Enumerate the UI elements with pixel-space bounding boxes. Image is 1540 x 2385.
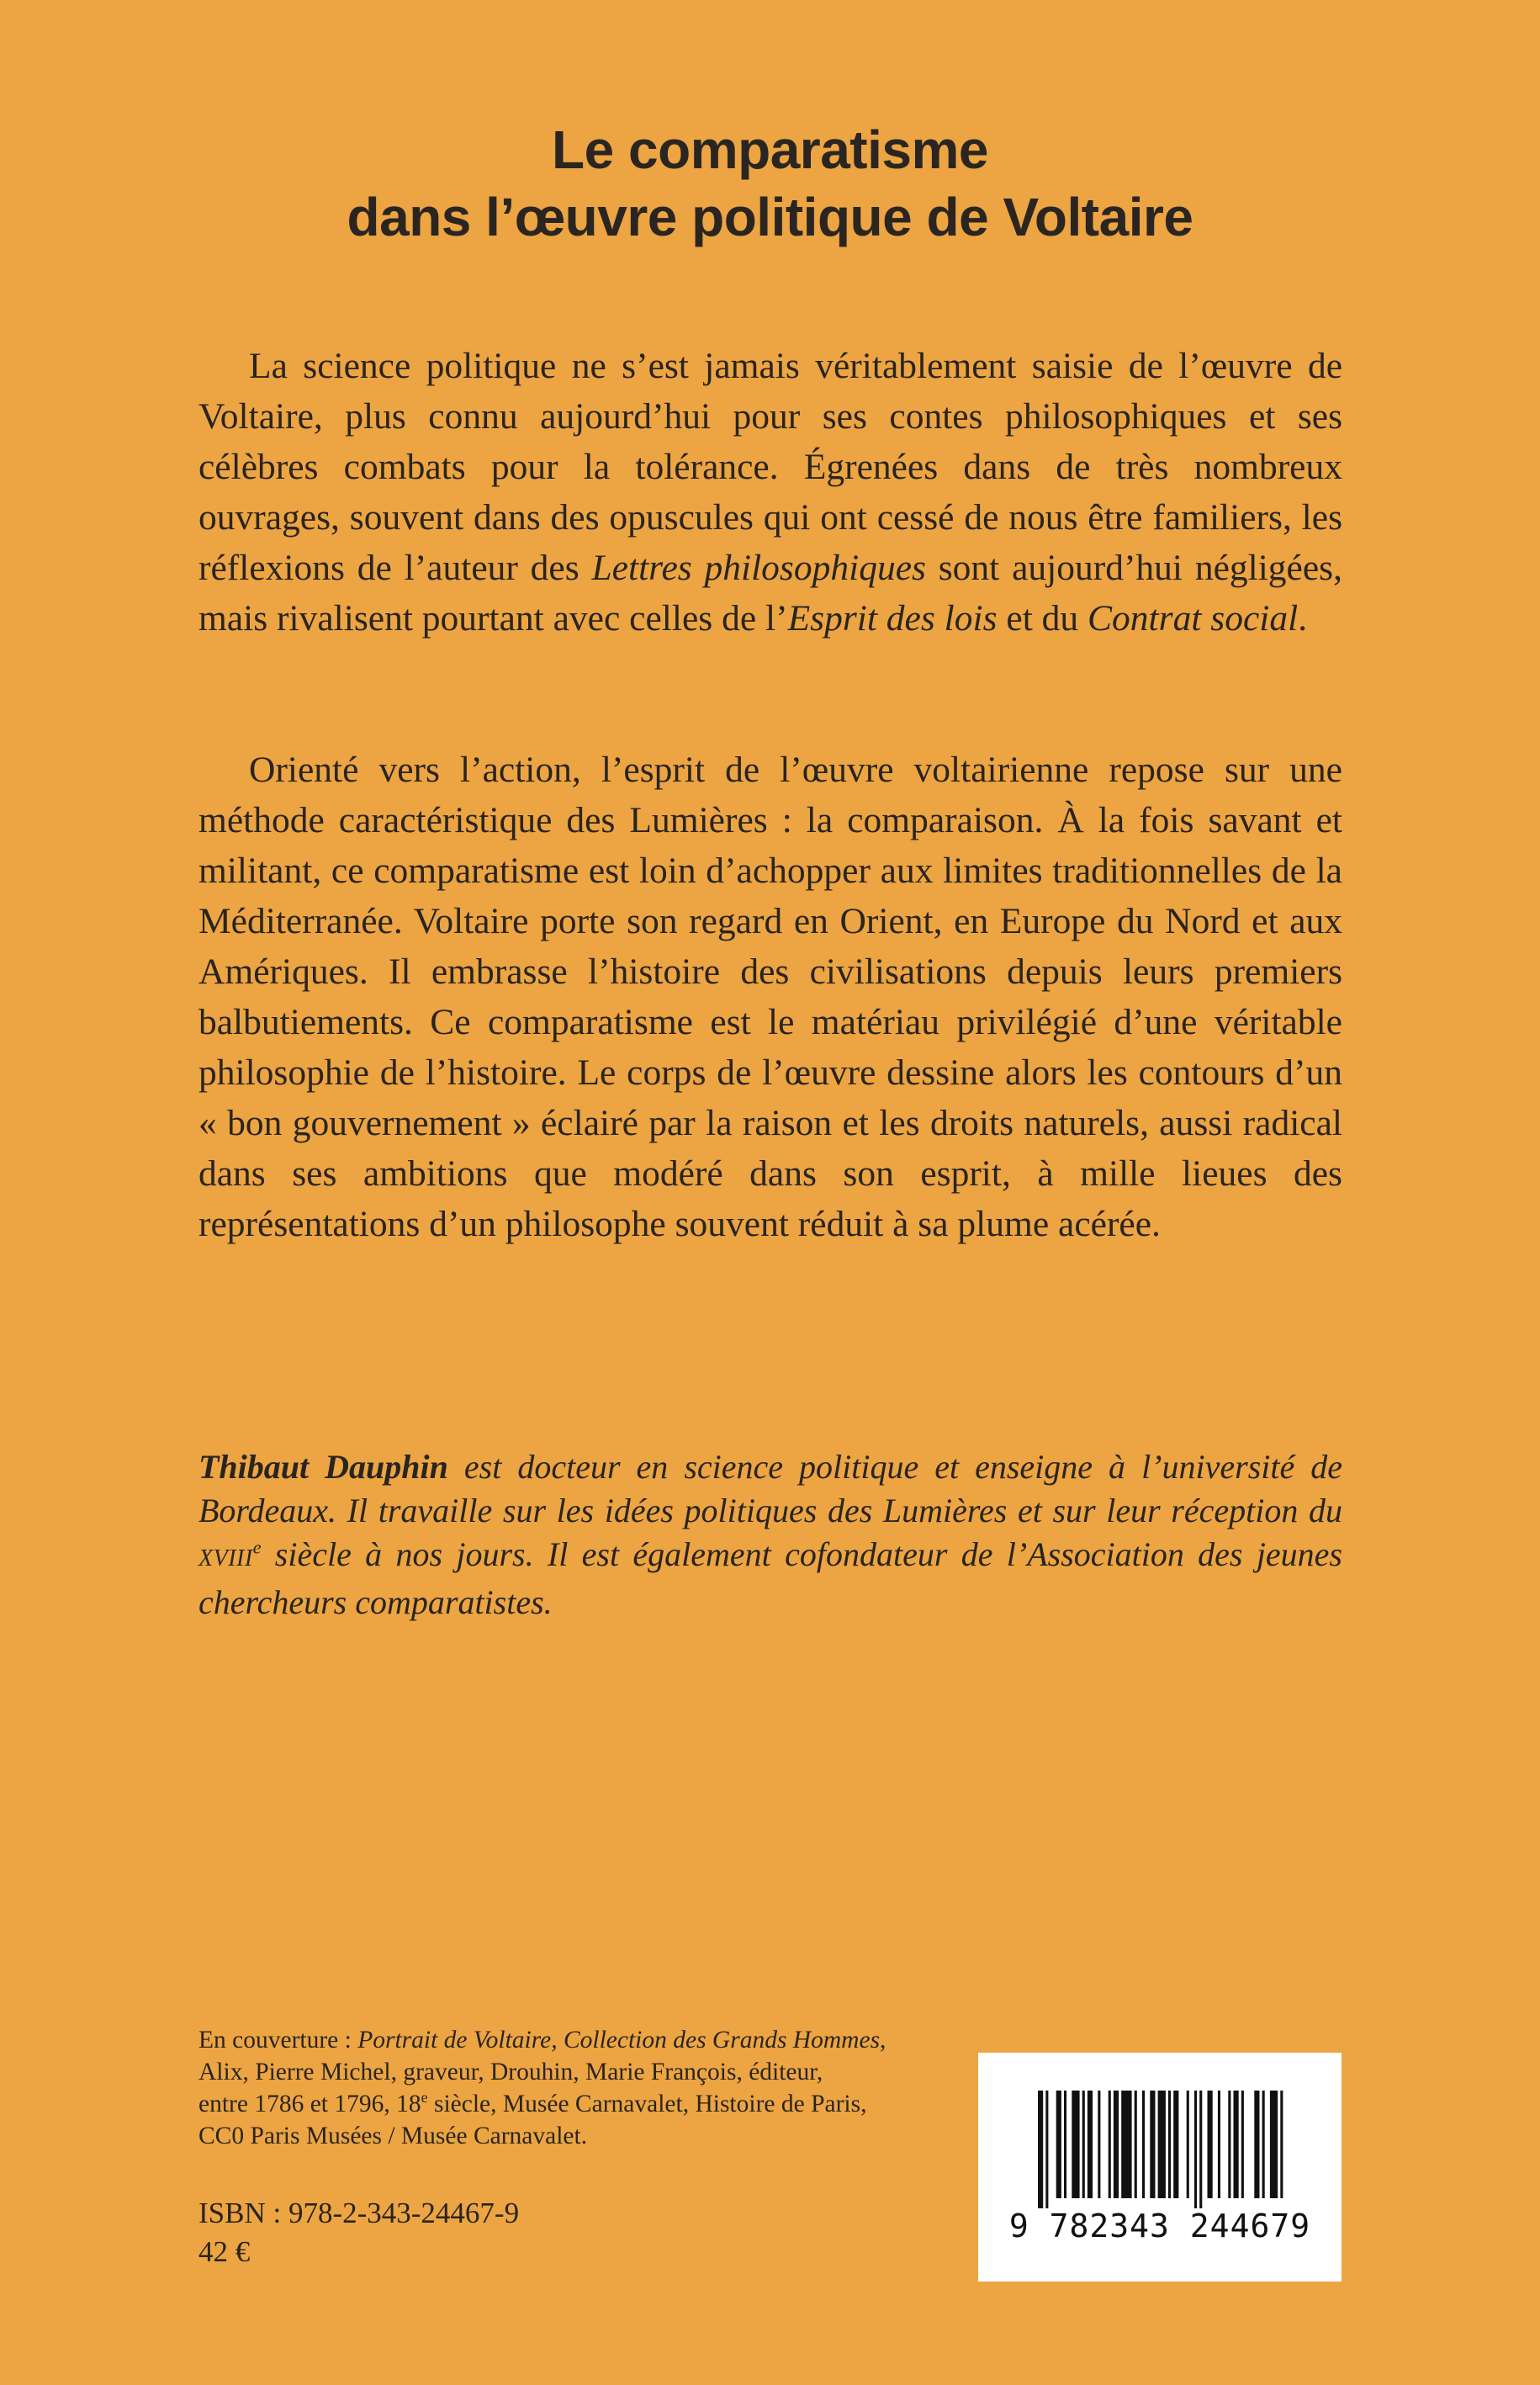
credits-line-4: CC0 Paris Musées / Musée Carnavalet.: [198, 2123, 588, 2149]
barcode-digits: 9 782343 244679: [1008, 2207, 1311, 2245]
barcode-bar: [1199, 2091, 1202, 2208]
credits-line-1-end: ,: [880, 2027, 886, 2054]
barcode-bar: [1241, 2091, 1244, 2198]
barcode-bar: [1158, 2091, 1166, 2198]
barcode-bar: [1194, 2091, 1197, 2208]
credits-line-3-b: siècle, Musée Carnavalet, Histoire de Paris,: [427, 2091, 867, 2117]
century-numeral: XVIII: [198, 1545, 253, 1571]
barcode-bar: [1082, 2091, 1085, 2198]
barcode-bar: [1262, 2091, 1265, 2198]
barcode-bar: [1234, 2091, 1239, 2198]
barcode-panel: [978, 2053, 1342, 2282]
title-line-1: Le comparatisme: [552, 119, 988, 180]
credits-prefix: En couverture :: [198, 2027, 358, 2054]
author-bio-text-1: est docteur en science politique et enseigne à l’université de Bordeaux. Il travaille sur les idées politiques des Lumières et sur leur réception du: [198, 1448, 1342, 1529]
barcode-bar: [1109, 2091, 1111, 2198]
summary-p1-text-4: .: [1298, 598, 1308, 639]
barcode-bar: [1056, 2091, 1061, 2198]
summary-paragraph-2: [198, 745, 1342, 1249]
barcode-bar: [1114, 2091, 1119, 2198]
barcode-bar: [1280, 2091, 1283, 2198]
isbn-number: ISBN : 978-2-343-24467-9: [198, 2197, 520, 2229]
book-title: [0, 116, 1540, 251]
author-bio: [198, 1445, 1342, 1624]
summary-paragraph-1: [198, 341, 1342, 644]
barcode-bar: [1135, 2091, 1137, 2198]
barcode-bar: [1098, 2091, 1100, 2198]
summary-p1-text-1: La science politique ne s’est jamais véritablement saisie de l’œuvre de Voltaire, plus connu aujourd’hui pour ses contes philosophiques et ses célèbres combats pour la tolérance. Égrenées dans de très nombreux ouvrages, souvent dans des opuscules qui ont cessé de nous être familiers, les réflexions de l’auteur des: [198, 346, 1342, 588]
barcode-bar: [1187, 2091, 1189, 2198]
barcode-bar: [1254, 2091, 1259, 2198]
barcode-bar: [1270, 2091, 1278, 2198]
credits-line-2: Alix, Pierre Michel, graveur, Drouhin, Marie François, éditeur,: [198, 2059, 823, 2086]
title-line-2: dans l’œuvre politique de Voltaire: [347, 187, 1193, 247]
work-title-lettres-philosophiques: Lettres philosophiques: [591, 548, 926, 588]
barcode-bar: [1142, 2091, 1145, 2198]
barcode-bar: [1173, 2091, 1178, 2198]
barcode-bar: [1045, 2091, 1048, 2208]
barcode-bar: [1218, 2091, 1220, 2198]
author-bio-text-2: siècle à nos jours. Il est également cofondateur de l’Association des jeunes chercheurs comparatistes.: [198, 1535, 1342, 1621]
cover-credits: [198, 2024, 955, 2152]
publication-info: [198, 2194, 519, 2271]
summary-p1-text-3: et du: [997, 598, 1088, 639]
barcode-bar: [1150, 2091, 1155, 2198]
barcode-bar: [1168, 2091, 1171, 2198]
credits-work-title: Portrait de Voltaire, Collection des Grands Hommes: [357, 2027, 881, 2054]
barcode-icon: [1035, 2091, 1285, 2208]
barcode-bar: [1038, 2091, 1043, 2208]
barcode-bar: [1121, 2091, 1131, 2198]
barcode-bar: [1088, 2091, 1093, 2198]
credits-line-3-a: entre 1786 et 1796, 18: [198, 2091, 421, 2117]
credits-line-1: [198, 2024, 955, 2056]
work-title-esprit-des-lois: Esprit des lois: [787, 598, 998, 639]
summary-p2-text: Orienté vers l’action, l’esprit de l’œuvre voltairienne repose sur une méthode caractéristique des Lumières : la comparaison. À la fois savant et militant, ce comparatisme est loin d’achopper aux limites traditionnelles de la Méditerranée. Voltaire porte son regard en Orient, en Europe du Nord et aux Amériques. Il embrasse l’histoire des civilisations depuis leurs premiers balbutiements. Ce comparatisme est le matériau privilégié d’une véritable philosophie de l’histoire. Le corps de l’œuvre dessine alors les contours d’un « bon gouvernement » éclairé par la raison et les droits naturels, aussi radical dans ses ambitions que modéré dans son esprit, à mille lieues des représentations d’un philosophe souvent réduit à sa plume acérée.: [198, 750, 1342, 1244]
barcode-bar: [1228, 2091, 1230, 2198]
barcode-bar: [1208, 2091, 1213, 2198]
work-title-contrat-social: Contrat social: [1088, 598, 1299, 639]
credits-line-3: [198, 2088, 955, 2120]
barcode-bar: [1072, 2091, 1079, 2198]
price: 42 €: [198, 2235, 251, 2268]
barcode-bar: [1064, 2091, 1066, 2198]
summary-p1-text-2: sont aujourd’hui négligées, mais rivalisent pourtant avec celles de l’: [198, 548, 1342, 639]
century-superscript: e: [252, 1536, 262, 1558]
author-name: Thibaut Dauphin: [198, 1448, 448, 1486]
credits-line-3-sup: e: [421, 2089, 428, 2107]
